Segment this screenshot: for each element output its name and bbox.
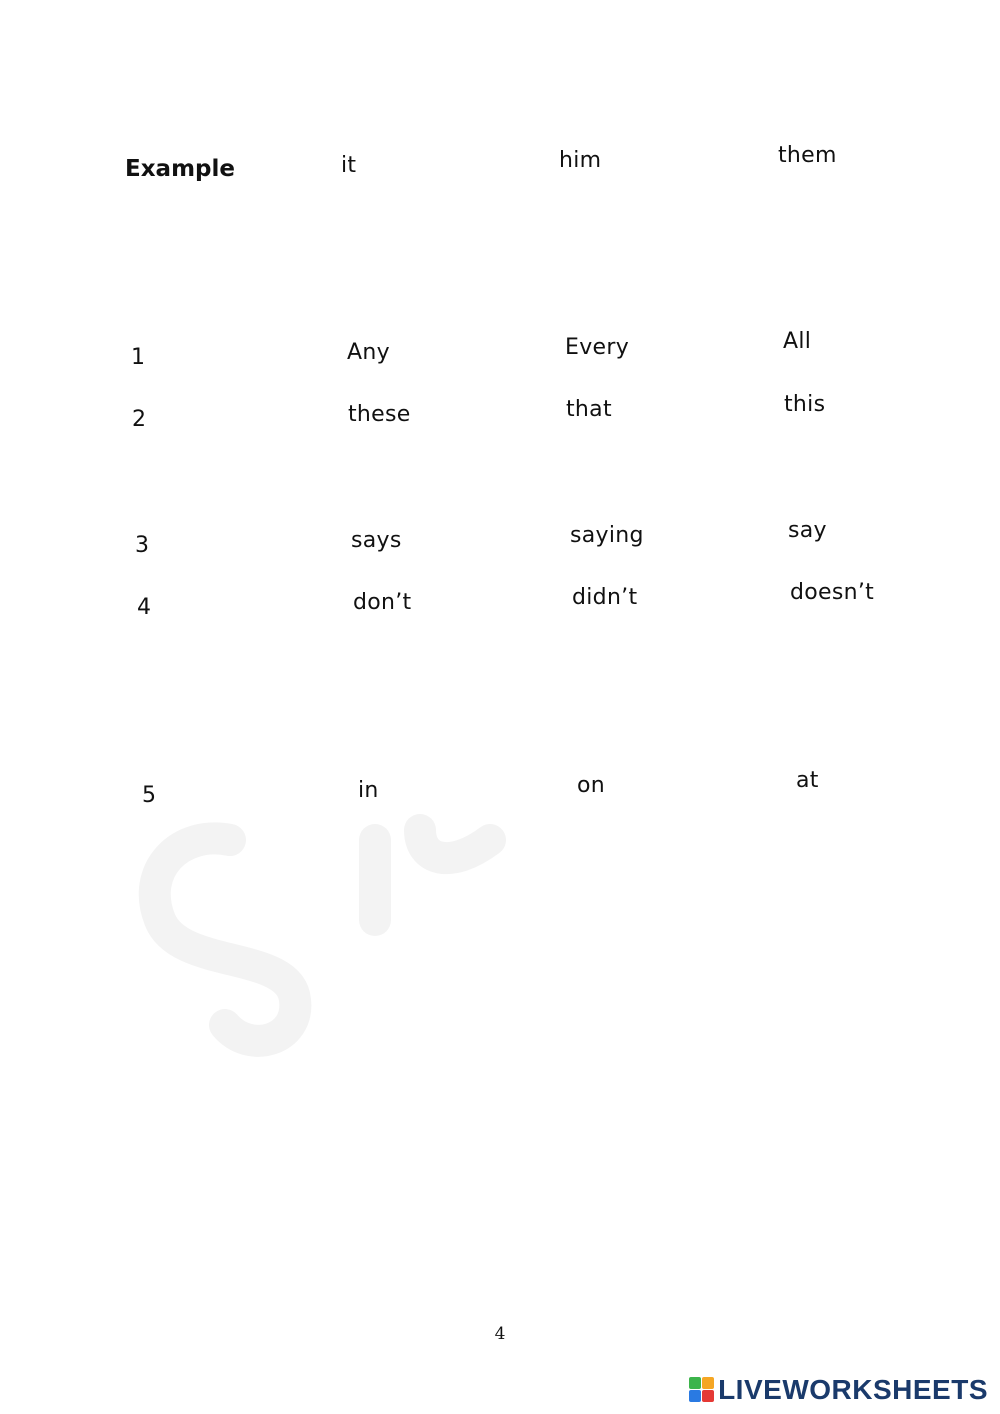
row-1-word-3[interactable]: All bbox=[783, 329, 812, 354]
row-2-word-1[interactable]: these bbox=[348, 402, 411, 427]
row-2-word-2[interactable]: that bbox=[566, 397, 612, 422]
row-2-word-3[interactable]: this bbox=[784, 392, 826, 417]
example-word-1[interactable]: it bbox=[341, 153, 357, 178]
watermark-graphic bbox=[120, 800, 520, 1070]
row-2-number: 2 bbox=[132, 407, 146, 432]
row-5-word-1[interactable]: in bbox=[358, 778, 379, 803]
liveworksheets-logo-icon bbox=[689, 1377, 715, 1403]
row-5-word-2[interactable]: on bbox=[577, 773, 606, 798]
example-label: Example bbox=[125, 156, 235, 182]
example-word-3[interactable]: them bbox=[778, 143, 837, 168]
row-5-word-3[interactable]: at bbox=[796, 768, 819, 793]
row-3-word-2[interactable]: saying bbox=[570, 523, 644, 548]
liveworksheets-logo-text: LIVEWORKSHEETS bbox=[718, 1374, 988, 1405]
row-1-number: 1 bbox=[131, 345, 145, 370]
page-number: 4 bbox=[494, 1324, 506, 1344]
row-5-number: 5 bbox=[142, 783, 156, 808]
row-4-word-1[interactable]: don’t bbox=[353, 590, 412, 615]
liveworksheets-logo[interactable] bbox=[689, 1374, 988, 1406]
row-4-word-2[interactable]: didn’t bbox=[572, 585, 638, 610]
row-3-number: 3 bbox=[135, 533, 149, 558]
row-3-word-1[interactable]: says bbox=[351, 528, 402, 553]
row-3-word-3[interactable]: say bbox=[788, 518, 827, 543]
row-4-word-3[interactable]: doesn’t bbox=[790, 580, 875, 605]
row-1-word-1[interactable]: Any bbox=[347, 340, 390, 365]
row-4-number: 4 bbox=[137, 595, 151, 620]
row-1-word-2[interactable]: Every bbox=[565, 335, 630, 360]
example-word-2[interactable]: him bbox=[559, 148, 602, 173]
